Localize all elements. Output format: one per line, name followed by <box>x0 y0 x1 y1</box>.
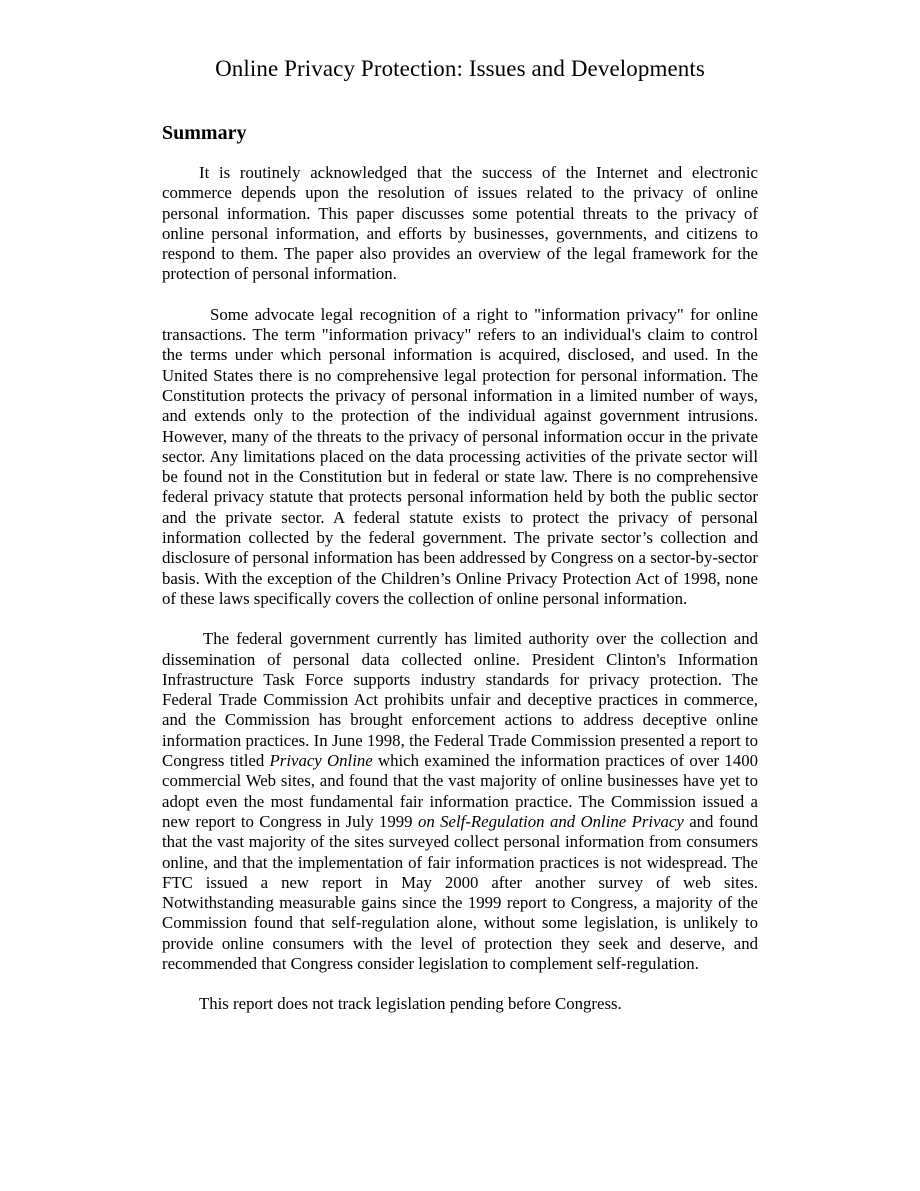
paragraph-text-segment: and found that the vast majority of the sites surveyed collect personal information from consumers online, and that the implementation of fair information practices is not widespread. The FTC issued a new report in May 2000 after another survey of web sites. Notwithstanding measurable gains since the 1999 report to Congress, a majority of the Commission found that self-regulation alone, without some legislation, is unlikely to provide online consumers with the level of protection they seek and deserve, and recommended that Congress consider legislation to complement self-regulation. <box>162 811 759 973</box>
report-title-self-regulation: on Self-Regulation and Online Privacy <box>417 811 684 831</box>
paragraph-information-privacy: Some advocate legal recognition of a right to "information privacy" for online transactions. The term "information privacy" refers to an individual's claim to control the terms under which personal information is acquired, disclosed, and used. In the United States there is no comprehensive legal protection for personal information. The Constitution protects the privacy of personal information in a limited number of ways, and extends only to the protection of the individual against government intrusions. However, many of the threats to the privacy of personal information occur in the private sector. Any limitations placed on the data processing activities of the private sector will be found not in the Constitution but in federal or state law. There is no comprehensive federal privacy statute that protects personal information held by both the public sector and the private sector. A federal statute exists to protect the privacy of personal information collected by the federal government. The private sector’s collection and disclosure of personal information has been addressed by Congress on a sector-by-sector basis. With the exception of the Children’s Online Privacy Protection Act of 1998, none of these laws specifically covers the collection of online personal information. <box>162 304 758 608</box>
paragraph-federal-government <box>162 629 758 974</box>
summary-heading: Summary <box>162 122 247 144</box>
document-title: Online Privacy Protection: Issues and Developments <box>215 56 705 81</box>
paragraph-intro: It is routinely acknowledged that the success of the Internet and electronic commerce depends upon the resolution of issues related to the privacy of online personal information. This paper discusses some potential threats to the privacy of online personal information, and efforts by businesses, governments, and citizens to respond to them. The paper also provides an overview of the legal framework for the protection of personal information. <box>162 163 758 284</box>
paragraph-text-segment: which examined the information practices of over 1400 commercial Web sites, and found that the vast majority of online businesses have yet to adopt even the most fundamental fair information practice. The Commission issued a new report to Congress in July 1999 <box>162 751 758 831</box>
paragraph-legislation-note: This report does not track legislation pending before Congress. <box>199 994 622 1014</box>
document-page <box>162 54 758 1015</box>
report-title-privacy-online: Privacy Online <box>269 751 373 771</box>
paragraph-text-segment: The federal government currently has limited authority over the collection and dissemination of personal data collected online. President Clinton's Information Infrastructure Task Force supports industry standards for privacy protection. The Federal Trade Commission Act prohibits unfair and deceptive practices in commerce, and the Commission has brought enforcement actions to address deceptive online information practices. In June 1998, the Federal Trade Commission presented a report to Congress titled <box>162 629 758 771</box>
